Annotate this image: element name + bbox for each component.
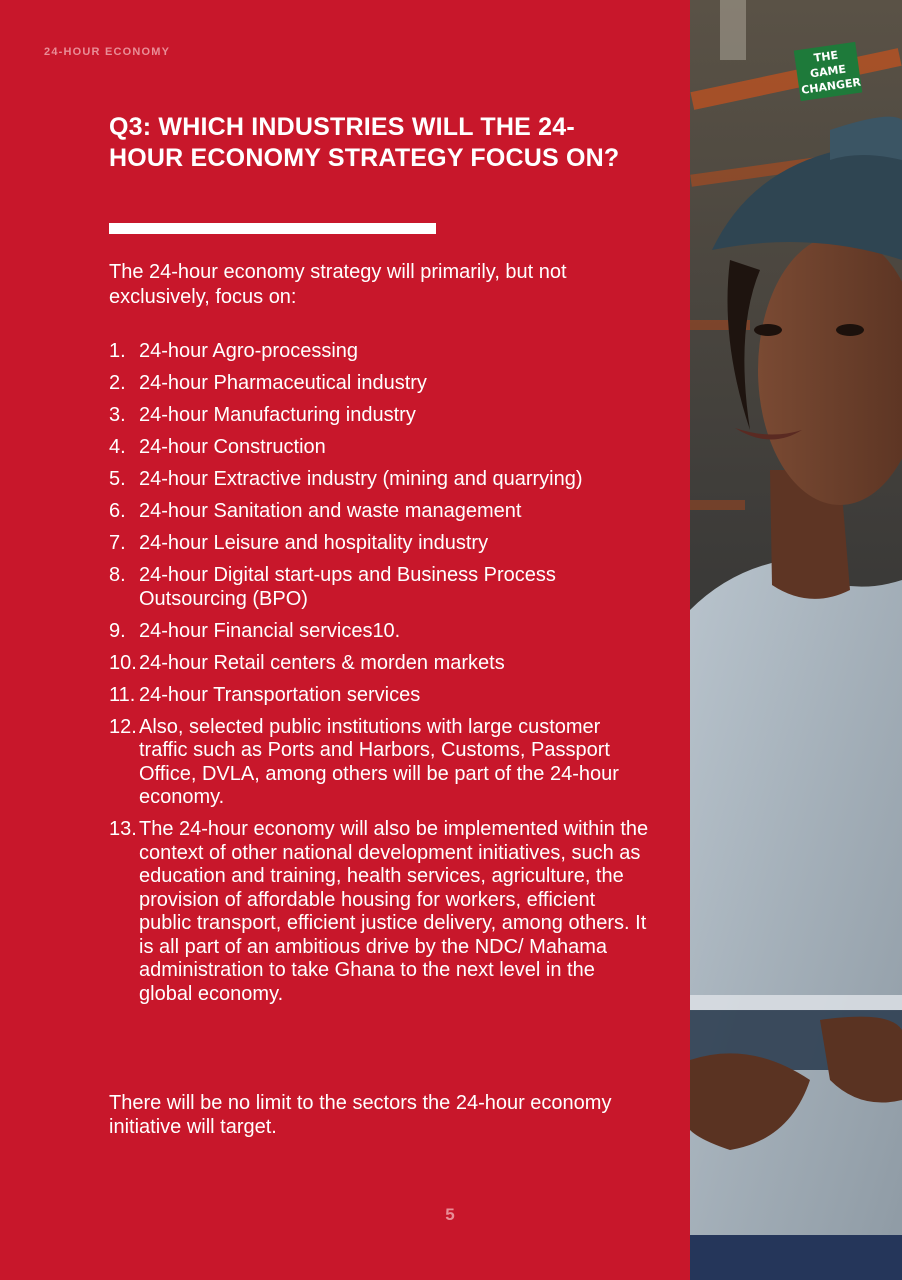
worker-illustration bbox=[690, 0, 902, 1280]
list-number: 1. bbox=[109, 340, 126, 362]
list-text: 24-hour Extractive industry (mining and quarrying) bbox=[139, 468, 583, 490]
list-item bbox=[109, 620, 649, 644]
list-number: 13. bbox=[109, 818, 137, 840]
list-text: The 24-hour economy will also be implemented within the context of other national development initiatives, such as education and training, health services, agriculture, the provision of affordable housing for workers, efficient public transport, efficient justice delivery, among others. It is all part of an ambitious drive by the NDC/ Mahama administration to take Ghana to the next level in the global economy. bbox=[139, 818, 649, 1005]
running-header: 24-HOUR ECONOMY bbox=[44, 46, 171, 58]
list-text: 24-hour Digital start-ups and Business Process Outsourcing (BPO) bbox=[139, 564, 556, 610]
list-number: 12. bbox=[109, 715, 137, 738]
list-text: 24-hour Manufacturing industry bbox=[139, 404, 416, 426]
game-changer-badge bbox=[794, 42, 862, 101]
list-item bbox=[109, 652, 649, 676]
badge-line-2: CHANGER bbox=[800, 75, 862, 97]
list-item bbox=[109, 436, 649, 460]
list-text: 24-hour Pharmaceutical industry bbox=[139, 372, 427, 394]
list-number: 3. bbox=[109, 404, 126, 426]
badge-line-1: THE GAME bbox=[809, 48, 847, 81]
list-item bbox=[109, 468, 649, 492]
list-item bbox=[109, 404, 649, 428]
title-underline bbox=[109, 223, 436, 234]
list-item bbox=[109, 684, 649, 708]
list-item bbox=[109, 818, 649, 1006]
list-number: 7. bbox=[109, 532, 126, 554]
closing-paragraph: There will be no limit to the sectors the 24-hour economy initiative will target. bbox=[109, 1092, 612, 1138]
intro-paragraph: The 24-hour economy strategy will primarily, but not exclusively, focus on: bbox=[109, 261, 567, 308]
list-number: 4. bbox=[109, 436, 126, 458]
list-item bbox=[109, 716, 649, 810]
list-item bbox=[109, 532, 649, 556]
list-text: 24-hour Retail centers & morden markets bbox=[139, 651, 505, 674]
list-number: 8. bbox=[109, 564, 126, 586]
list-text: 24-hour Leisure and hospitality industry bbox=[139, 532, 489, 554]
worker-photo bbox=[690, 0, 902, 1280]
list-item bbox=[109, 340, 649, 364]
list-number: 9. bbox=[109, 619, 126, 642]
industry-list bbox=[109, 340, 649, 1015]
list-item bbox=[109, 372, 649, 396]
list-text: 24-hour Financial services10. bbox=[139, 619, 401, 642]
list-text: 24-hour Sanitation and waste management bbox=[139, 500, 522, 522]
list-number: 11. bbox=[109, 683, 136, 706]
list-number: 6. bbox=[109, 500, 126, 522]
list-item bbox=[109, 500, 649, 524]
list-text: Also, selected public institutions with large customer traffic such as Ports and Harbors, Customs, Passport Office, DVLA, among others will be part of the 24-hour economy. bbox=[139, 715, 619, 808]
list-number: 2. bbox=[109, 372, 126, 394]
list-text: 24-hour Transportation services bbox=[139, 683, 421, 706]
list-text: 24-hour Construction bbox=[139, 436, 326, 458]
list-text: 24-hour Agro-processing bbox=[139, 340, 359, 362]
list-item bbox=[109, 564, 649, 611]
list-number: 5. bbox=[109, 468, 126, 490]
page-title: Q3: WHICH INDUSTRIES WILL THE 24-HOUR ECONOMY STRATEGY FOCUS ON? bbox=[109, 113, 620, 172]
page-number: 5 bbox=[445, 1205, 455, 1224]
list-number: 10. bbox=[109, 651, 137, 674]
